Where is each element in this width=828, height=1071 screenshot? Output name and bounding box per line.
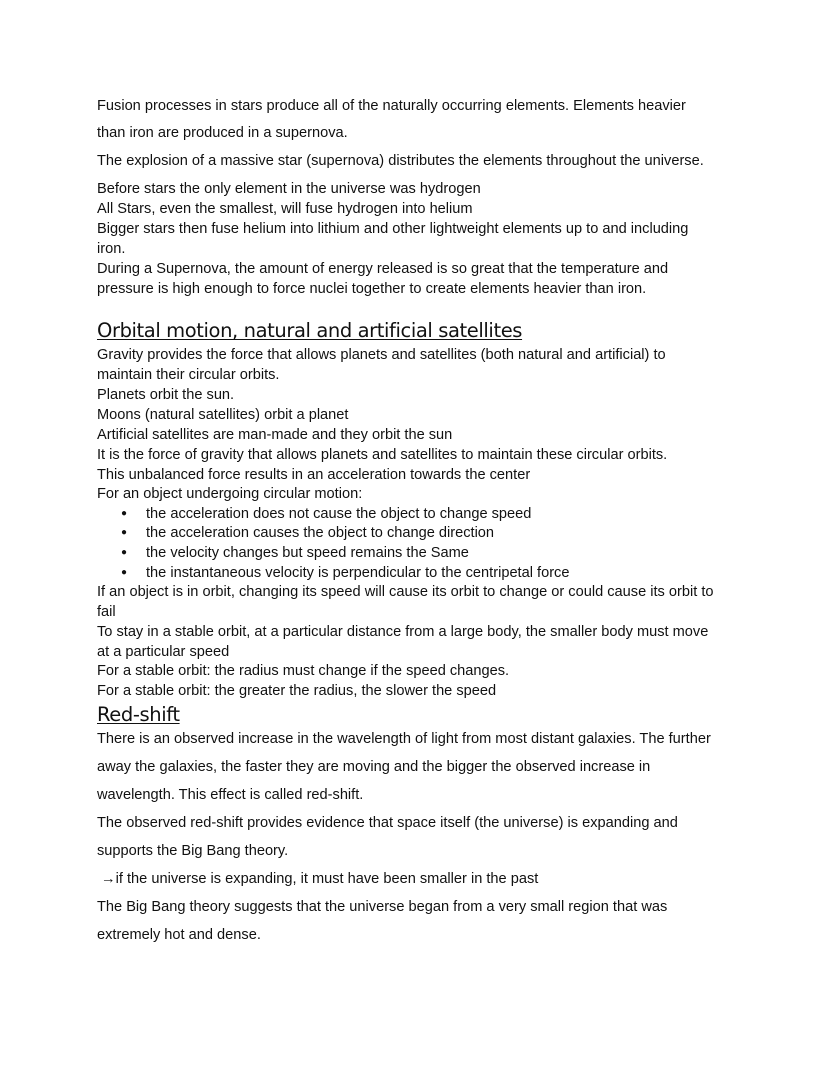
section-heading-red-shift: Red-shift <box>97 703 180 726</box>
bullet-item: the acceleration does not cause the object to change speed <box>146 506 532 522</box>
text-line: Before stars the only element in the universe was hydrogen <box>97 181 481 197</box>
bullet-icon: ● <box>121 527 128 538</box>
text-line: The observed red-shift provides evidence that space itself (the universe) is expanding and <box>97 815 678 831</box>
text-line: To stay in a stable orbit, at a particular distance from a large body, the smaller body must move <box>97 624 709 640</box>
text-line: extremely hot and dense. <box>97 927 261 943</box>
text-line: The Big Bang theory suggests that the universe began from a very small region that was <box>97 899 668 915</box>
text-line: The explosion of a massive star (supernova) distributes the elements throughout the universe. <box>97 153 704 169</box>
bullet-item: the velocity changes but speed remains the Same <box>146 545 469 561</box>
section-heading-orbital-motion: Orbital motion, natural and artificial satellites <box>97 319 523 342</box>
text-line: Planets orbit the sun. <box>97 387 235 403</box>
text-line: All Stars, even the smallest, will fuse hydrogen into helium <box>97 201 473 217</box>
text-line: →if the universe is expanding, it must have been smaller in the past <box>97 871 539 887</box>
text-line: maintain their circular orbits. <box>97 367 280 383</box>
bullet-icon: ● <box>121 547 128 558</box>
text-line: iron. <box>97 241 126 257</box>
text-line: Moons (natural satellites) orbit a planet <box>97 407 349 423</box>
text-line: supports the Big Bang theory. <box>97 843 289 859</box>
text-line: Artificial satellites are man-made and they orbit the sun <box>97 427 453 443</box>
text-line: For a stable orbit: the radius must change if the speed changes. <box>97 663 510 679</box>
text-line: For an object undergoing circular motion: <box>97 486 363 502</box>
text-line: than iron are produced in a supernova. <box>97 125 348 141</box>
text-line: Bigger stars then fuse helium into lithium and other lightweight elements up to and including <box>97 221 689 237</box>
text-line: away the galaxies, the faster they are moving and the bigger the observed increase in <box>97 759 651 775</box>
text-line: During a Supernova, the amount of energy released is so great that the temperature and <box>97 261 669 277</box>
text-line: It is the force of gravity that allows planets and satellites to maintain these circular orbits. <box>97 447 668 463</box>
bullet-icon: ● <box>121 567 128 578</box>
bullet-item: the instantaneous velocity is perpendicular to the centripetal force <box>146 565 570 581</box>
text-line: wavelength. This effect is called red-shift. <box>97 787 364 803</box>
bullet-icon: ● <box>121 508 128 519</box>
text-line: pressure is high enough to force nuclei together to create elements heavier than iron. <box>97 281 647 297</box>
text-line: Gravity provides the force that allows planets and satellites (both natural and artificial) to <box>97 347 666 363</box>
text-line: at a particular speed <box>97 644 230 660</box>
text-line: fail <box>97 604 116 620</box>
text-line: For a stable orbit: the greater the radius, the slower the speed <box>97 683 497 699</box>
text-line: If an object is in orbit, changing its speed will cause its orbit to change or could cause its orbit to <box>97 584 714 600</box>
text-line: This unbalanced force results in an acceleration towards the center <box>97 467 531 483</box>
bullet-item: the acceleration causes the object to change direction <box>146 525 495 541</box>
text-line: Fusion processes in stars produce all of the naturally occurring elements. Elements heavier <box>97 98 686 114</box>
text-line: There is an observed increase in the wavelength of light from most distant galaxies. The further <box>97 731 711 747</box>
